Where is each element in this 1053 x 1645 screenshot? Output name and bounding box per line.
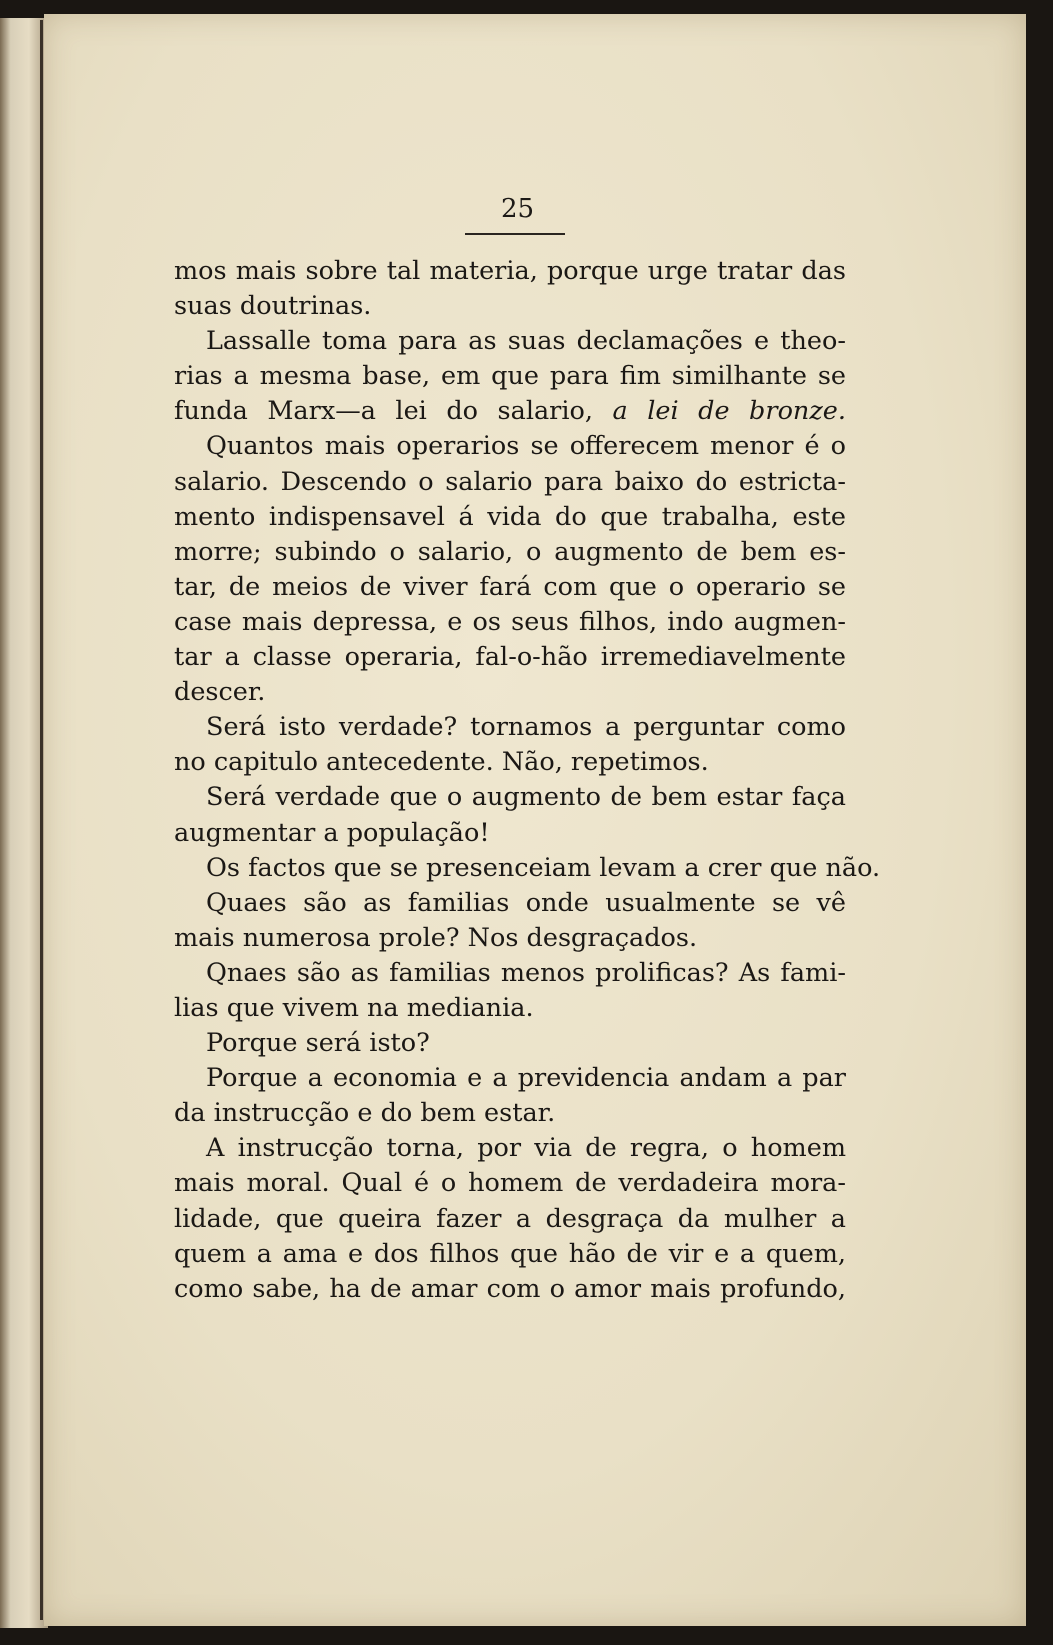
text-line-content: augmentar a população! — [174, 817, 490, 848]
text-line-content: mos mais sobre tal materia, porque urge tratar das — [174, 256, 846, 286]
text-line — [174, 780, 846, 815]
text-line-content: morre; subindo o salario, o augmento de bem es- — [174, 536, 846, 567]
text-line — [174, 394, 846, 429]
text-line — [174, 675, 846, 710]
text-line-content: Lassalle toma para as suas declamações e theo- — [206, 326, 846, 357]
text-line-content: como sabe, ha de amar com o amor mais profundo, — [174, 1273, 846, 1304]
text-line-content: Será verdade que o augmento de bem estar faça — [206, 782, 846, 813]
text-line-content: mento indispensavel á vida do que trabalha, este — [174, 501, 846, 532]
text-line — [174, 1096, 846, 1131]
text-line — [174, 816, 846, 851]
text-line-content: Será isto verdade? tornamos a perguntar como — [206, 712, 846, 743]
text-line — [174, 851, 881, 886]
text-line — [174, 535, 846, 570]
text-line — [174, 1026, 846, 1061]
text-line-content: tar, de meios de viver fará com que o operario se — [174, 571, 846, 602]
text-line-content: rias a mesma base, em que para fim similhante se — [174, 361, 846, 392]
page-number — [44, 194, 1026, 224]
text-line — [174, 640, 846, 675]
text-line — [174, 1166, 846, 1201]
text-line-content: Os factos que se presenceiam levam a crer que não. — [206, 852, 881, 883]
text-line — [174, 1237, 846, 1272]
text-line — [174, 324, 846, 359]
text-line — [174, 745, 846, 780]
text-line-content: lidade, que queira fazer a desgraça da mulher a — [174, 1203, 846, 1234]
text-line-content: Porque será isto? — [206, 1028, 430, 1059]
text-line-content: da instrucção e do bem estar. — [174, 1098, 556, 1129]
text-line — [174, 921, 846, 956]
italic-phrase: a lei de bronze. — [612, 396, 846, 427]
text-line — [174, 254, 846, 289]
text-line-content: Porque a economia e a previdencia andam a par — [206, 1063, 846, 1094]
book-page — [44, 14, 1026, 1626]
text-line — [174, 359, 846, 394]
text-line-content: quem a ama e dos filhos que hão de vir e a quem, — [174, 1238, 846, 1269]
text-line-content: Quantos mais operarios se offerecem menor é o — [206, 431, 846, 462]
body-text — [174, 254, 881, 1307]
text-line-content: A instrucção torna, por via de regra, o homem — [206, 1133, 846, 1164]
text-line — [174, 991, 846, 1026]
page-number-text: 25 — [500, 194, 535, 224]
text-line-content: salario. Descendo o salario para baixo do estricta- — [174, 466, 846, 497]
text-line-content: no capitulo antecedente. Não, repetimos. — [174, 747, 709, 778]
text-line — [174, 605, 846, 640]
text-line-content: tar a classe operaria, fal-o-hão irremediavelmente — [174, 642, 846, 673]
text-line — [174, 1131, 846, 1166]
text-line-content: mais numerosa prole? Nos desgraçados. — [174, 922, 698, 953]
text-line — [174, 886, 846, 921]
text-line — [174, 1272, 846, 1307]
text-line — [174, 500, 846, 535]
text-line-content: Qnaes são as familias menos prolificas? As fami- — [206, 957, 846, 988]
text-line — [174, 1202, 846, 1237]
header-rule — [465, 233, 565, 235]
text-line-content: suas doutrinas. — [174, 291, 372, 322]
text-line — [174, 710, 846, 745]
text-line-content: lias que vivem na mediania. — [174, 992, 534, 1023]
text-line-content: Quaes são as familias onde usualmente se vê — [206, 887, 846, 918]
text-line-content: funda Marx—a lei do salario, — [174, 396, 593, 427]
text-line — [174, 956, 846, 991]
binding-fold — [40, 20, 43, 1620]
text-line-content: mais moral. Qual é o homem de verdadeira mora- — [174, 1168, 846, 1199]
text-line — [174, 429, 846, 464]
text-line — [174, 1061, 846, 1096]
text-line — [174, 465, 846, 500]
text-line-content: case mais depressa, e os seus filhos, indo augmen- — [174, 606, 846, 637]
text-line — [174, 570, 846, 605]
text-line — [174, 289, 846, 324]
text-line-content: descer. — [174, 677, 266, 708]
